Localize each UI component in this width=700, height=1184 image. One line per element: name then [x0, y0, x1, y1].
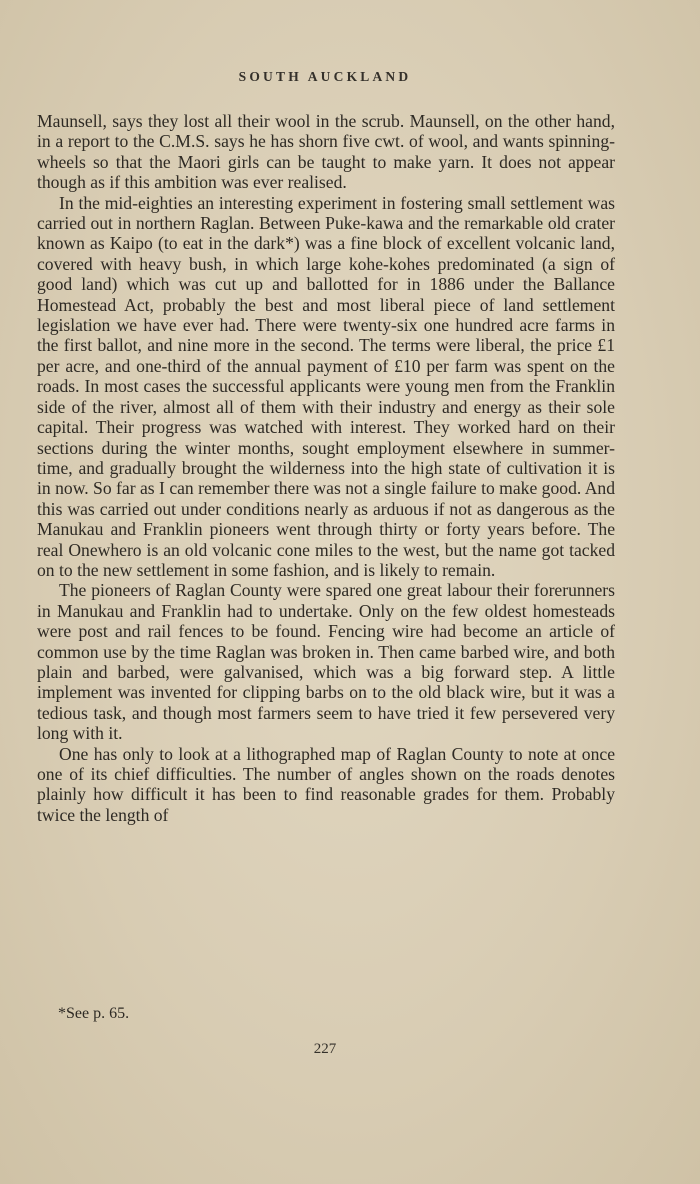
running-head: SOUTH AUCKLAND	[238, 69, 412, 84]
paragraph: In the mid-eighties an interesting experiment in fostering small settlement was carried out in northern Raglan. Between Puke-kawa and the remarkable old crater known as Kaipo (to eat in the dark*) was a fine block of excellent volcanic land, covered with heavy bush, in which large kohe-kohes predominated (a sign of good land) which was cut up and ballotted for in 1886 under the Ballance Homestead Act, probably the best and most liberal piece of land settlement legislation we have ever had. There were twenty-six one hundred acre farms in the first ballot, and nine more in the second. The terms were liberal, the price £1 per acre, and one-third of the annual payment of £10 per farm was spent on the roads. In most cases the successful applicants were young men from the Franklin side of the river, almost all of them with their industry and energy as their sole capital. Their progress was watched with interest. They worked hard on their sections during the winter months, sought employment elsewhere in summer-time, and gradually brought the wilderness into the high state of cultivation it is in now. So far as I can remember there was not a single failure to make good. And this was carried out under conditions nearly as arduous if not as dangerous as the Manukau and Franklin pioneers went through thirty or forty years before. The real Onewhero is an old volcanic cone miles to the west, but the name got tacked on to the new settlement in some fashion, and is likely to remain.	[37, 192, 615, 580]
footnote: *See p. 65.	[58, 1005, 130, 1022]
page-number: 227	[313, 1041, 337, 1057]
paragraph: Maunsell, says they lost all their wool in the scrub. Maunsell, on the other hand, in a report to the C.M.S. says he has shorn five cwt. of wool, and wants spinning-wheels so that the Maori girls can be taught to make yarn. It does not appear though as if this ambition was ever realised.	[37, 111, 615, 193]
paragraph: The pioneers of Raglan County were spared one great labour their forerunners in Manukau and Franklin had to undertake. Only on the few oldest homesteads were post and rail fences to be found. Fencing wire had become an article of common use by the time Raglan was broken in. Then came barbed wire, and both plain and barbed, were galvanised, which was a big forward step. A little implement was invented for clipping barbs on to the old black wire, but it was a tedious task, and though most farmers seem to have tried it few persevered very long with it.	[37, 580, 615, 744]
paragraph: One has only to look at a lithographed map of Raglan County to note at once one of its chief difficulties. The number of angles shown on the roads denotes plainly how difficult it has been to find reasonable grades for them. Probably twice the length of	[37, 743, 615, 825]
body-text	[37, 111, 615, 825]
